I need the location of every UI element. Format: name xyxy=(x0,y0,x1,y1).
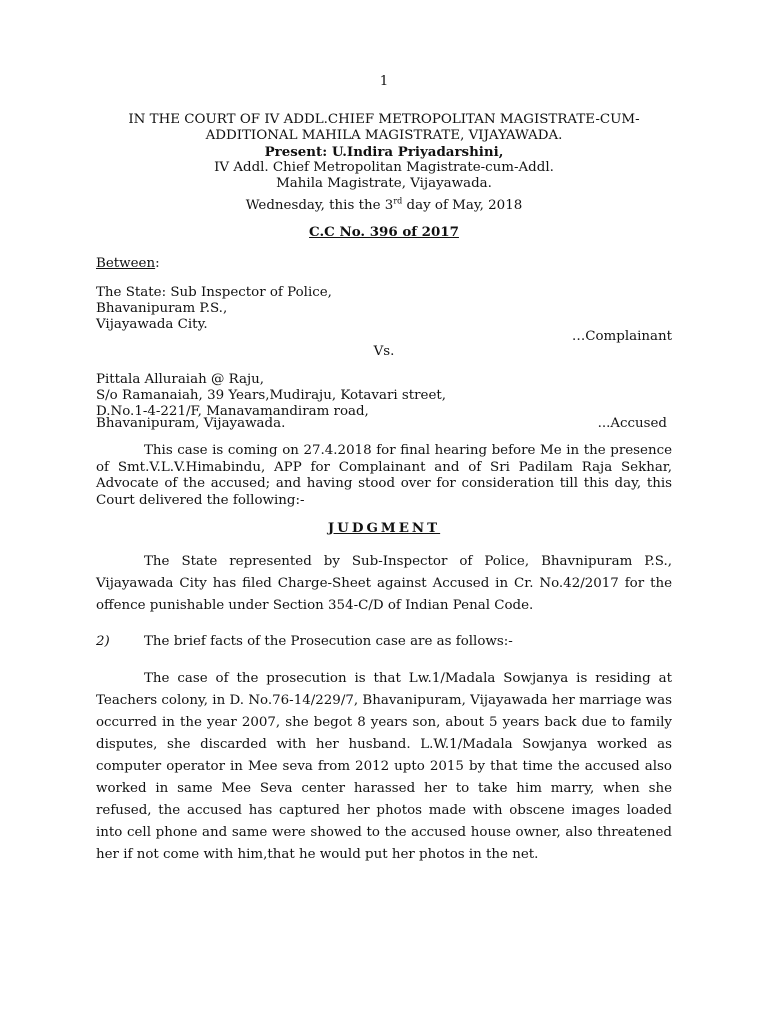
court-title-line-1: IN THE COURT OF IV ADDL.CHIEF METROPOLITAN MAGISTRATE-CUM- xyxy=(128,112,640,127)
paragraph-2-index: 2) xyxy=(96,634,110,649)
complainant-role: …Complainant xyxy=(571,329,672,344)
consideration-paragraph: This case is coming on 27.4.2018 for final hearing before Me in the presence of Smt.V.L.V.Himabindu, APP for Complainant and of Sri Padilam Raja Sekhar, Advocate of the accused; and having stood over for consideration till this day, this Court delivered the following:- xyxy=(96,443,672,509)
accused-line: D.No.1-4-221/F, Manavamandiram road, xyxy=(96,404,369,419)
date-suffix: day of May, 2018 xyxy=(402,198,523,213)
designation-line-2: Mahila Magistrate, Vijayawada. xyxy=(276,176,492,191)
case-number: C.C No. 396 of 2017 xyxy=(309,224,459,240)
judgment-heading: JUDGMENT xyxy=(327,520,441,536)
complainant-line: Bhavanipuram P.S., xyxy=(96,301,228,316)
between-colon: : xyxy=(155,256,160,271)
complainant-line: The State: Sub Inspector of Police, xyxy=(96,285,332,300)
page-number: 1 xyxy=(379,74,389,89)
date-prefix: Wednesday, this the 3 xyxy=(245,198,394,213)
paragraph-2-number xyxy=(96,634,110,649)
presiding-officer: Present: U.Indira Priyadarshini, xyxy=(264,144,504,160)
between-label: Between xyxy=(96,256,156,271)
between-heading xyxy=(96,256,160,271)
accused-line: Pittala Alluraiah @ Raju, xyxy=(96,372,265,387)
judgment-date xyxy=(0,198,768,213)
judgment-paragraph-1: The State represented by Sub-Inspector of Police, Bhavnipuram P.S., Vijayawada City has filed Charge-Sheet against Accused in Cr. No.42/2017 for the offence punishable under Section 354-C/D of Indian Penal Code. xyxy=(96,554,672,613)
complainant-line: Vijayawada City. xyxy=(96,317,208,332)
versus-label: Vs. xyxy=(373,344,395,359)
paragraph-2-text: The brief facts of the Prosecution case are as follows:- xyxy=(144,634,513,649)
court-title-line-2: ADDITIONAL MAHILA MAGISTRATE, VIJAYAWADA. xyxy=(205,128,563,143)
accused-line: S/o Ramanaiah, 39 Years,Mudiraju, Kotavari street, xyxy=(96,388,447,403)
designation-line-1: IV Addl. Chief Metropolitan Magistrate-cum-Addl. xyxy=(214,160,554,175)
prosecution-case-paragraph: The case of the prosecution is that Lw.1/Madala Sowjanya is residing at Teachers colony, in D. No.76-14/229/7, Bhavanipuram, Vijayawada her marriage was occurred in the year 2007, she begot 8 years son, about 5 years back due to family disputes, she discarded with her husband. L.W.1/Madala Sowjanya worked as computer operator in Mee seva from 2012 upto 2015 by that time the accused also worked in same Mee Seva center harassed her to take him marry, when she refused, the accused has captured her photos made with obscene images loaded into cell phone and same were showed to the accused house owner, also threatened her if not come with him,that he would put her photos in the net. xyxy=(96,671,672,862)
accused-line: Bhavanipuram, Vijayawada. xyxy=(96,416,286,431)
date-ordinal: rd xyxy=(393,196,403,206)
accused-role: ...Accused xyxy=(597,416,667,431)
